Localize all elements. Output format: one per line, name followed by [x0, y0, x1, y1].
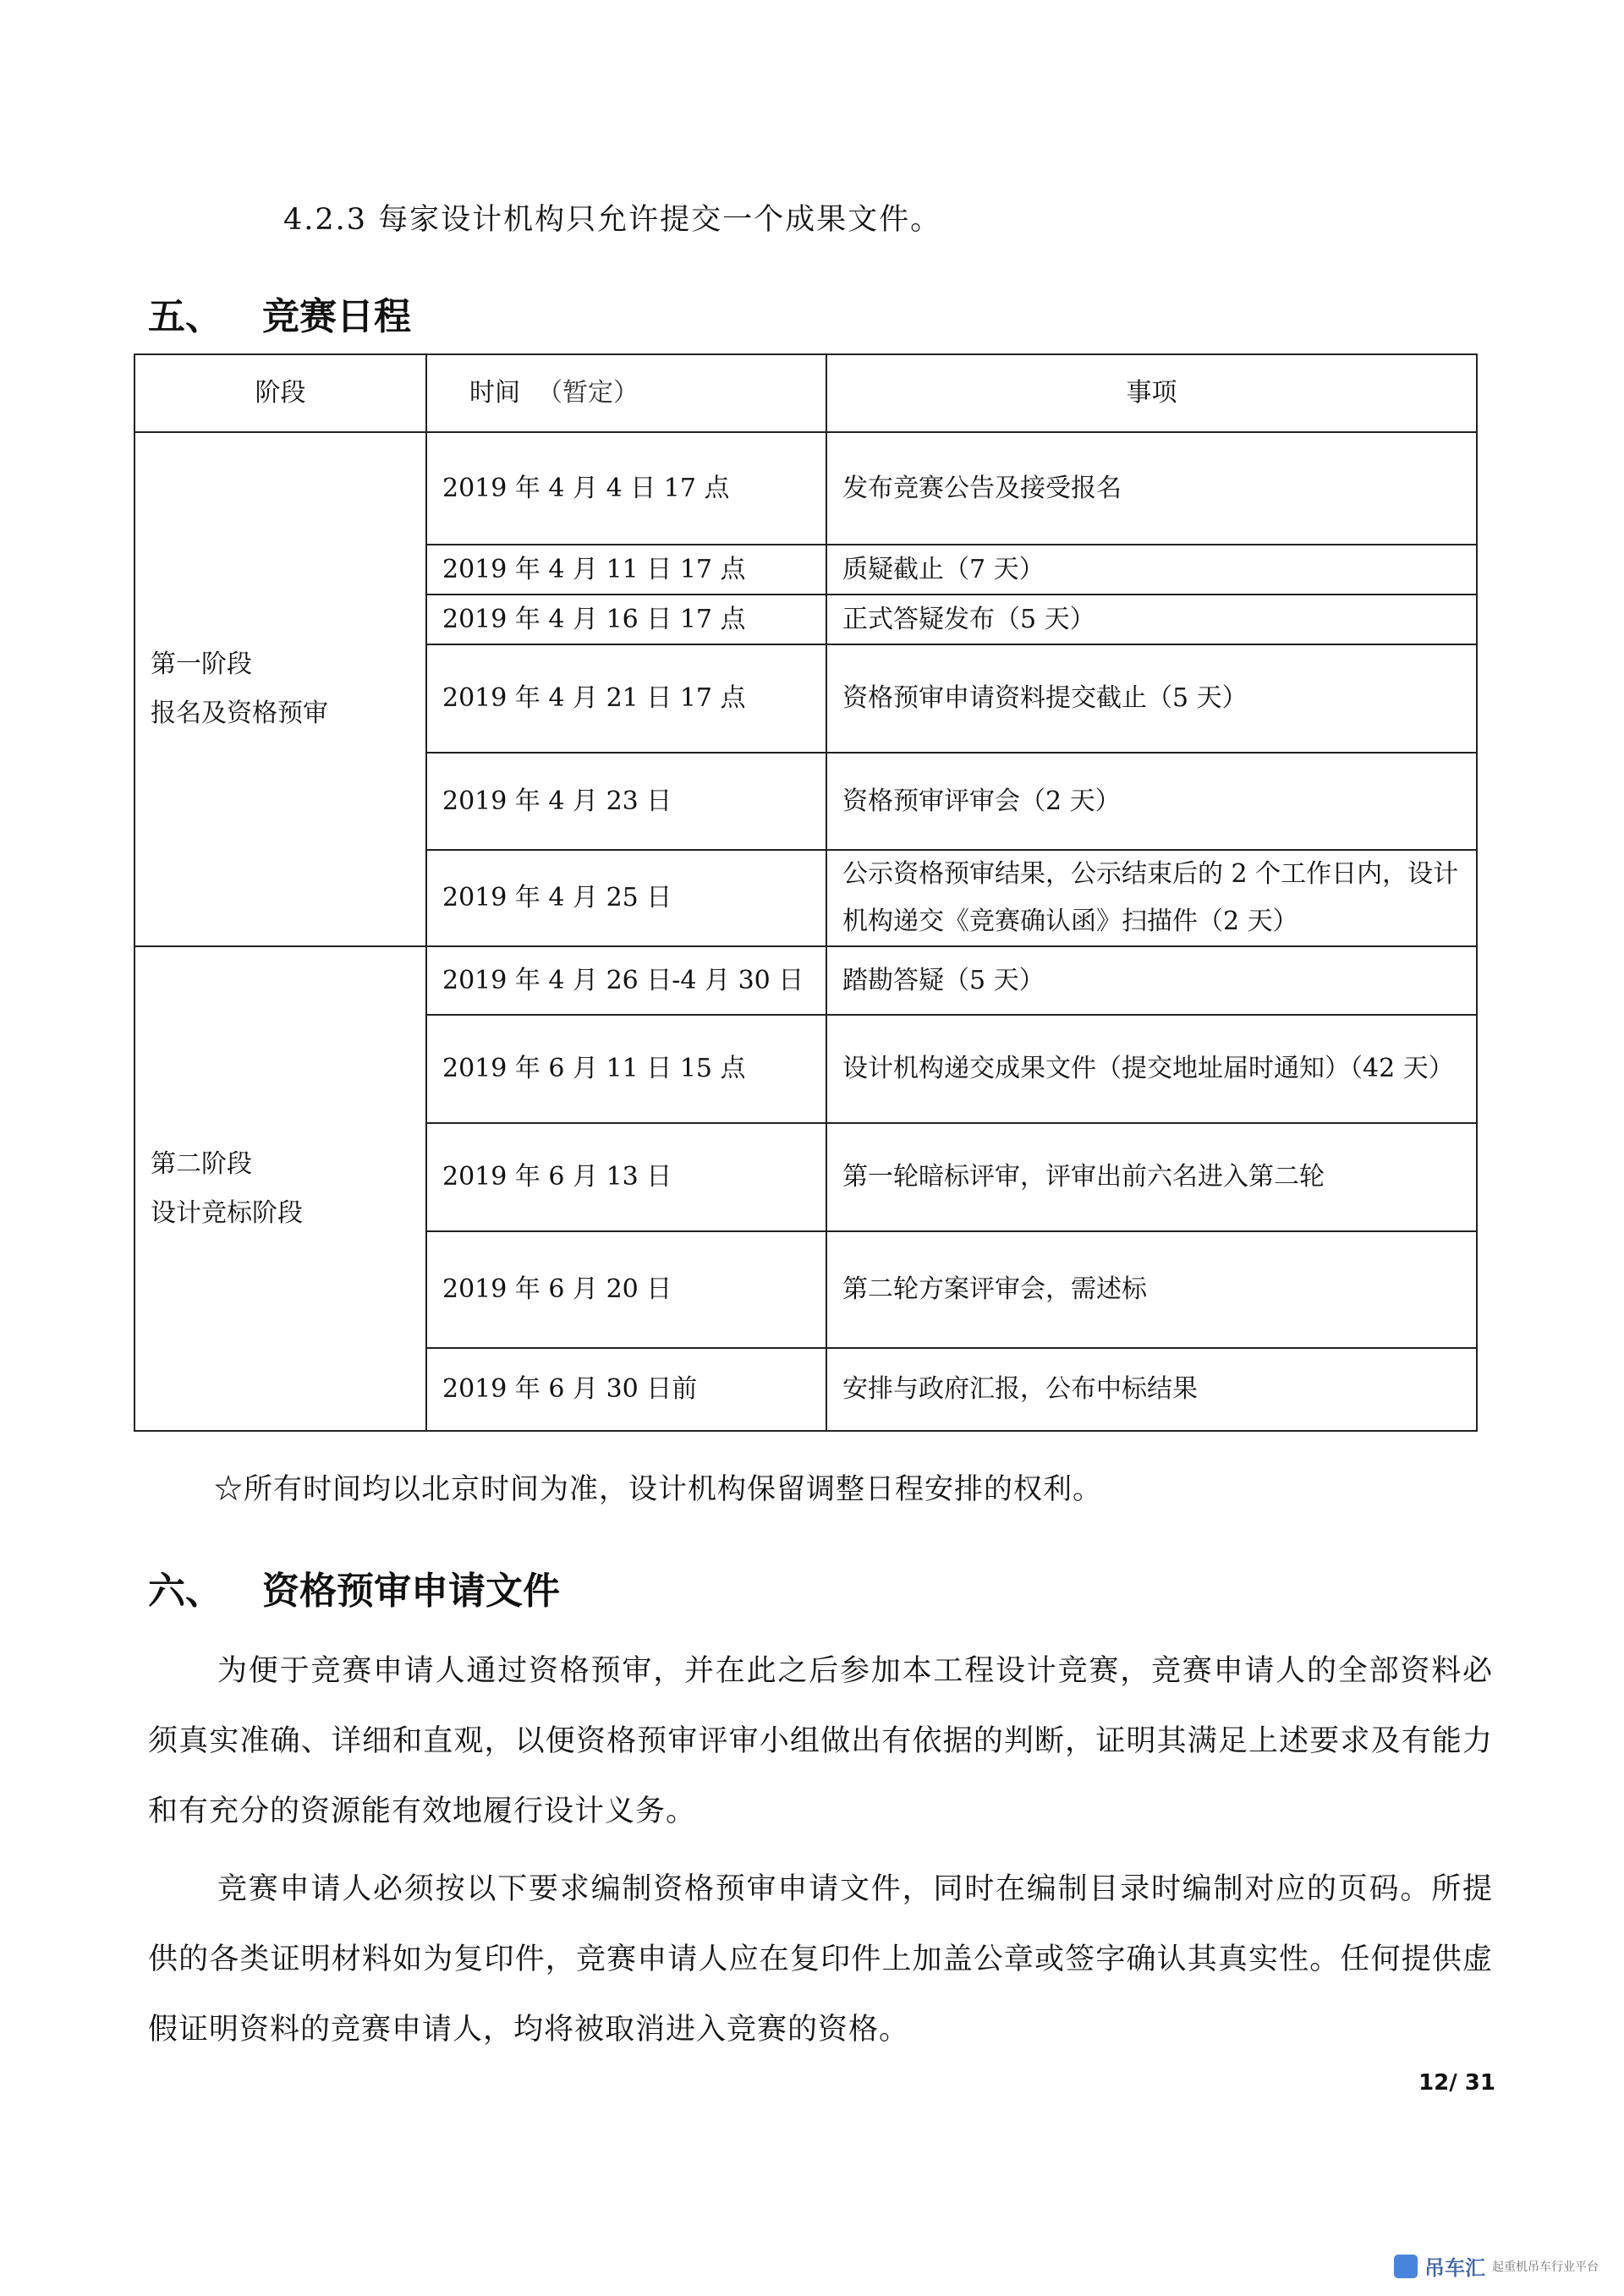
row-time: 2019 年 4 月 26 日-4 月 30 日 [426, 946, 826, 1015]
page-number: 12/ 31 [1418, 2070, 1495, 2096]
row-item: 正式答疑发布（5 天） [826, 595, 1477, 644]
section-heading-prequalification [148, 1560, 560, 1614]
row-time: 2019 年 4 月 23 日 [426, 753, 826, 850]
header-time [426, 354, 826, 432]
row-item: 安排与政府汇报，公布中标结果 [826, 1348, 1477, 1431]
section-title: 竞赛日程 [262, 295, 411, 338]
crane-logo-icon [1394, 2255, 1418, 2278]
clause-4-2-3: 4.2.3 每家设计机构只允许提交一个成果文件。 [283, 203, 942, 237]
phase-1-name: 第一阶段 [151, 649, 252, 679]
phase-1-cell [134, 432, 426, 946]
row-time: 2019 年 6 月 30 日前 [426, 1348, 826, 1431]
row-item: 资格预审评审会（2 天） [826, 753, 1477, 850]
row-time: 2019 年 4 月 4 日 17 点 [426, 432, 826, 545]
row-time: 2019 年 4 月 25 日 [426, 850, 826, 946]
row-item: 第一轮暗标评审，评审出前六名进入第二轮 [826, 1123, 1477, 1231]
paragraph: 为便于竞赛申请人通过资格预审，并在此之后参加本工程设计竞赛，竞赛申请人的全部资料必须真实准确、详细和直观，以便资格预审评审小组做出有依据的判断，证明其满足上述要求及有能力和有充分的资源能有效地履行设计义务。 [148, 1654, 1493, 1828]
schedule-table [134, 353, 1478, 1432]
header-item: 事项 [826, 354, 1477, 432]
row-item: 第二轮方案评审会，需述标 [826, 1231, 1477, 1348]
row-time: 2019 年 4 月 16 日 17 点 [426, 595, 826, 644]
row-time: 2019 年 6 月 11 日 15 点 [426, 1015, 826, 1123]
table-row [134, 432, 1477, 545]
row-item: 资格预审申请资料提交截止（5 天） [826, 644, 1477, 753]
section-number: 五、 [148, 295, 222, 338]
section-title: 资格预审申请文件 [262, 1570, 560, 1613]
row-time: 2019 年 6 月 20 日 [426, 1231, 826, 1348]
schedule-footnote: ☆所有时间均以北京时间为准，设计机构保留调整日程安排的权利。 [214, 1472, 1102, 1506]
watermark [1394, 2251, 1599, 2281]
paragraph: 竞赛申请人必须按以下要求编制资格预审申请文件，同时在编制目录时编制对应的页码。所提供的各类证明材料如为复印件，竞赛申请人应在复印件上加盖公章或签字确认其真实性。任何提供虚假证明资料的竞赛申请人，均将被取消进入竞赛的资格。 [148, 1872, 1493, 2047]
watermark-name: 吊车汇 [1424, 2256, 1485, 2280]
row-time: 2019 年 4 月 11 日 17 点 [426, 545, 826, 595]
phase-1-desc: 报名及资格预审 [151, 699, 328, 728]
table-row [134, 946, 1477, 1015]
phase-2-desc: 设计竞标阶段 [151, 1197, 303, 1228]
section-number: 六、 [148, 1570, 222, 1613]
header-phase: 阶段 [134, 354, 426, 432]
phase-2-name: 第二阶段 [151, 1148, 252, 1179]
row-item: 设计机构递交成果文件（提交地址届时通知）（42 天） [826, 1015, 1477, 1123]
row-time: 2019 年 4 月 21 日 17 点 [426, 644, 826, 753]
watermark-tagline: 起重机吊车行业平台 [1492, 2260, 1599, 2274]
row-item: 公示资格预审结果，公示结束后的 2 个工作日内，设计机构递交《竞赛确认函》扫描件（2 天） [826, 850, 1477, 946]
section-heading-schedule [148, 286, 411, 340]
header-time-label: 时间 [469, 378, 520, 408]
row-item: 踏勘答疑（5 天） [826, 946, 1477, 1015]
table-header-row [134, 354, 1477, 432]
row-item: 质疑截止（7 天） [826, 545, 1477, 595]
header-time-note: （暂定） [537, 378, 639, 408]
row-time: 2019 年 6 月 13 日 [426, 1123, 826, 1231]
phase-2-cell [134, 946, 426, 1431]
row-item: 发布竞赛公告及接受报名 [826, 432, 1477, 545]
